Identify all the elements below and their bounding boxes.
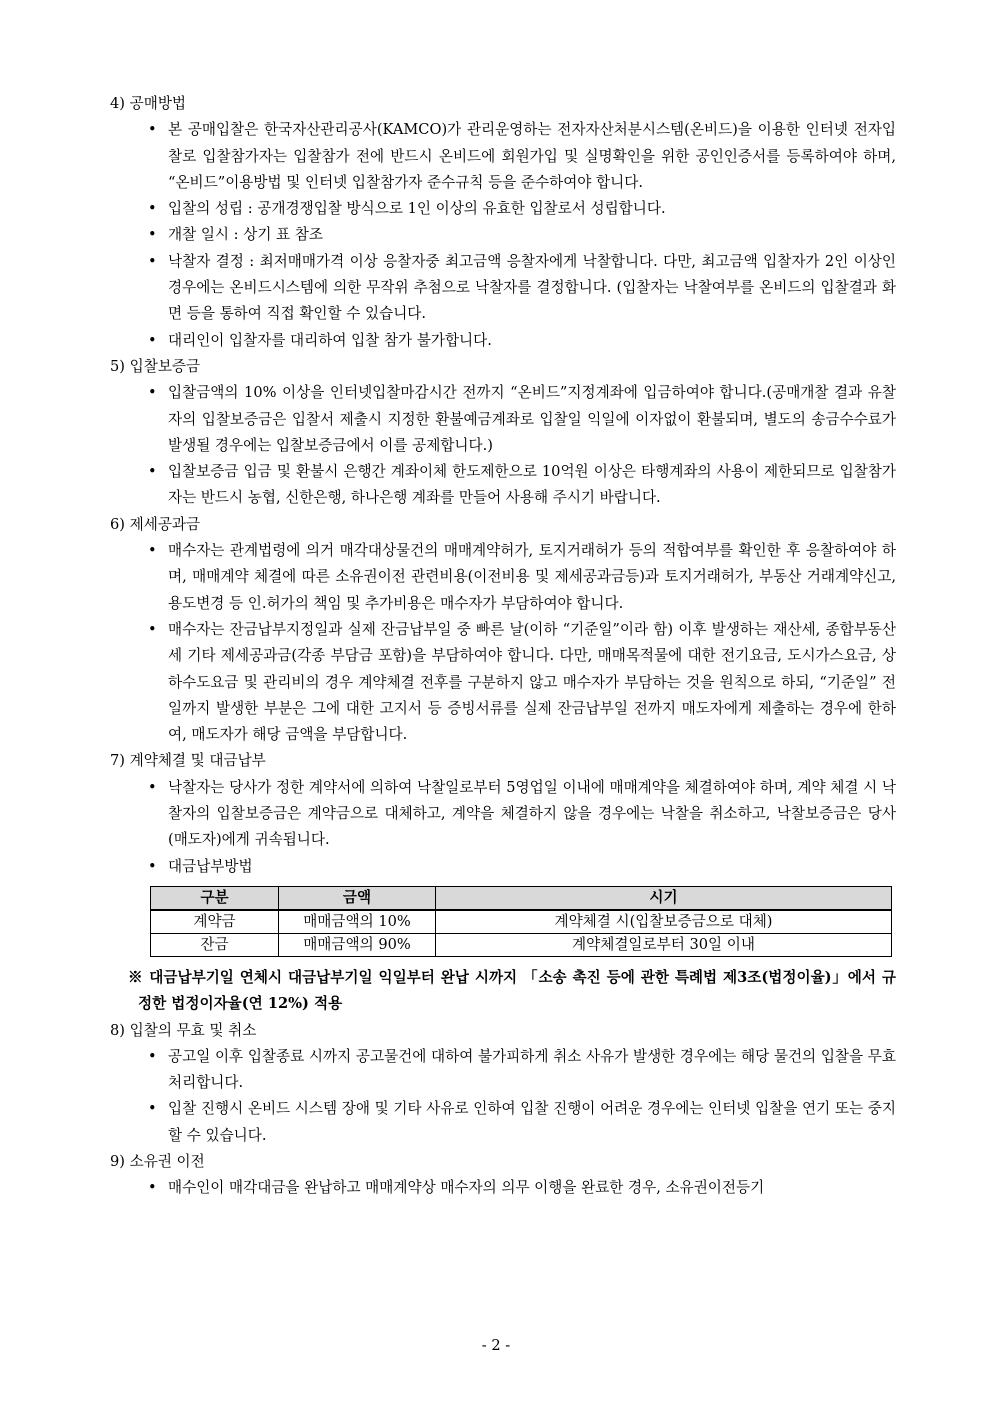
bullet-icon: • bbox=[148, 252, 157, 270]
section-title: 8) 입찰의 무효 및 취소 bbox=[110, 1021, 257, 1039]
list-item: • 매수인이 매각대금을 완납하고 매매계약상 매수자의 의무 이행을 완료한 경우, 소유권이전등기 bbox=[110, 1175, 896, 1201]
section-title: 4) 공매방법 bbox=[110, 95, 187, 112]
table-cell: 매매금액의 90% bbox=[279, 933, 436, 956]
bullet-icon: • bbox=[148, 463, 157, 481]
list-item: • 낙찰자는 당사가 정한 계약서에 의하여 낙찰일로부터 5영업일 이내에 매매계약을 체결하여야 하며, 계약 체결 시 낙찰자의 입찰보증금은 계약금으로 대체하고, 계약을 체결하지 않을 경우에는 낙찰을 취소하고, 낙찰보증금은 당사(매도자)에게 귀속됩니다. bbox=[110, 775, 896, 854]
list-item: • 입찰 진행시 온비드 시스템 장애 및 기타 사유로 인하여 입찰 진행이 어려운 경우에는 인터넷 입찰을 연기 또는 중지할 수 있습니다. bbox=[110, 1096, 896, 1149]
list-item: • 공고일 이후 입찰종료 시까지 공고물건에 대하여 불가피하게 취소 사유가 발생한 경우에는 해당 물건의 입찰을 무효 처리합니다. bbox=[110, 1044, 896, 1097]
late-payment-note: ※ 대금납부기일 연체시 대금납부기일 익일부터 완납 시까지 「소송 촉진 등에 관한 특례법 제3조(법정이율)」에서 규정한 법정이자율(연 12%) 적용 bbox=[128, 968, 896, 1013]
section-bid-deposit bbox=[110, 354, 896, 512]
section-title: 6) 제세공과금 bbox=[110, 515, 201, 533]
section-auction-method bbox=[110, 91, 896, 354]
list-item: • 매수자는 관계법령에 의거 매각대상물건의 매매계약허가, 토지거래허가 등의 적합여부를 확인한 후 응찰하여야 하며, 매매계약 체결에 따른 소유권이전 관련비용(이전비용 및 제세공과금등)과 토지거래허가, 부동산 거래계약신고, 용도변경 등 인.허가의 책임 및 추가비용은 매수자가 부담하여야 합니다. bbox=[110, 538, 896, 617]
table-row bbox=[151, 910, 892, 934]
list-item: • 대리인이 입찰자를 대리하여 입찰 참가 불가합니다. bbox=[110, 328, 896, 354]
list-item: • 개찰 일시 : 상기 표 참조 bbox=[110, 222, 896, 248]
table-header-row bbox=[151, 886, 892, 910]
bullet-icon: • bbox=[148, 226, 157, 244]
bullet-icon: • bbox=[148, 1179, 157, 1197]
bullet-icon: • bbox=[148, 620, 157, 638]
bullet-icon: • bbox=[148, 331, 157, 349]
section-title: 7) 계약체결 및 대금납부 bbox=[110, 752, 266, 770]
bullet-icon: • bbox=[148, 1100, 157, 1118]
table-row bbox=[151, 933, 892, 956]
bullet-icon: • bbox=[148, 121, 157, 139]
table-cell: 매매금액의 10% bbox=[279, 910, 436, 934]
list-item: • 입찰금액의 10% 이상을 인터넷입찰마감시간 전까지 “온비드”지정계좌에 입금하여야 합니다.(공매개찰 결과 유찰자의 입찰보증금은 입찰서 제출시 지정한 환불예금계좌로 입찰일 익일에 이자없이 환불되며, 별도의 송금수수료가 발생될 경우에는 입찰보증금에서 이를 공제합니다.) bbox=[110, 380, 896, 459]
bullet-icon: • bbox=[148, 857, 157, 875]
section-title: 5) 입찰보증금 bbox=[110, 357, 201, 375]
bullet-icon: • bbox=[148, 1047, 157, 1065]
table-header-cell: 금액 bbox=[279, 886, 436, 910]
section-ownership-transfer bbox=[110, 1149, 896, 1202]
page-number: - 2 - bbox=[481, 1337, 511, 1354]
bullet-icon: • bbox=[148, 200, 157, 218]
bullet-icon: • bbox=[148, 384, 157, 402]
table-header-cell: 구분 bbox=[151, 886, 279, 910]
list-item: • 낙찰자 결정 : 최저매매가격 이상 응찰자중 최고금액 응찰자에게 낙찰합니다. 다만, 최고금액 입찰자가 2인 이상인 경우에는 온비드시스템에 의한 무작위 추첨으로 낙찰자를 결정합니다. (입찰자는 낙찰여부를 온비드의 입찰결과 화면 등을 통하여 직접 확인할 수 있습니다. bbox=[110, 249, 896, 328]
list-item: • 본 공매입찰은 한국자산관리공사(KAMCO)가 관리운영하는 전자자산처분시스템(온비드)을 이용한 인터넷 전자입찰로 입찰참가자는 입찰참가 전에 반드시 온비드에 회원가입 및 실명확인을 위한 공인인증서를 등록하여야 하며, “온비드”이용방법 및 인터넷 입찰참가자 준수규칙 등을 준수하여야 합니다. bbox=[110, 117, 896, 196]
payment-table bbox=[150, 886, 892, 957]
bullet-icon: • bbox=[148, 778, 157, 796]
table-cell: 잔금 bbox=[151, 933, 279, 956]
table-cell: 계약체결일로부터 30일 이내 bbox=[436, 933, 892, 956]
list-item: • 입찰보증금 입금 및 환불시 은행간 계좌이체 한도제한으로 10억원 이상은 타행계좌의 사용이 제한되므로 입찰참가자는 반드시 농협, 신한은행, 하나은행 계좌를 만들어 사용해 주시기 바랍니다. bbox=[110, 459, 896, 512]
section-invalidation bbox=[110, 1018, 896, 1149]
section-title: 9) 소유권 이전 bbox=[110, 1152, 205, 1170]
table-cell: 계약금 bbox=[151, 910, 279, 934]
list-item: • 대금납부방법 bbox=[110, 854, 896, 880]
table-cell: 계약체결 시(입찰보증금으로 대체) bbox=[436, 910, 892, 934]
list-item: • 입찰의 성립 : 공개경쟁입찰 방식으로 1인 이상의 유효한 입찰로서 성립합니다. bbox=[110, 196, 896, 222]
list-item: • 매수자는 잔금납부지정일과 실제 잔금납부일 중 빠른 날(이하 “기준일”이라 함) 이후 발생하는 재산세, 종합부동산세 기타 제세공과금(각종 부담금 포함)을 부담하여야 합니다. 다만, 매매목적물에 대한 전기요금, 도시가스요금, 상하수도요금 및 관리비의 경우 계약체결 전후를 구분하지 않고 매수자가 부담하는 것을 원칙으로 하되, “기준일” 전일까지 발생한 부분은 그에 대한 고지서 등 증빙서류를 실제 잔금납부일 전까지 매도자에게 제출하는 경우에 한하여, 매도자가 해당 금액을 부담합니다. bbox=[110, 617, 896, 748]
table-header-cell: 시기 bbox=[436, 886, 892, 910]
bullet-icon: • bbox=[148, 542, 157, 560]
section-taxes bbox=[110, 512, 896, 749]
section-contract-payment bbox=[110, 748, 896, 1017]
document-body bbox=[110, 91, 896, 1202]
